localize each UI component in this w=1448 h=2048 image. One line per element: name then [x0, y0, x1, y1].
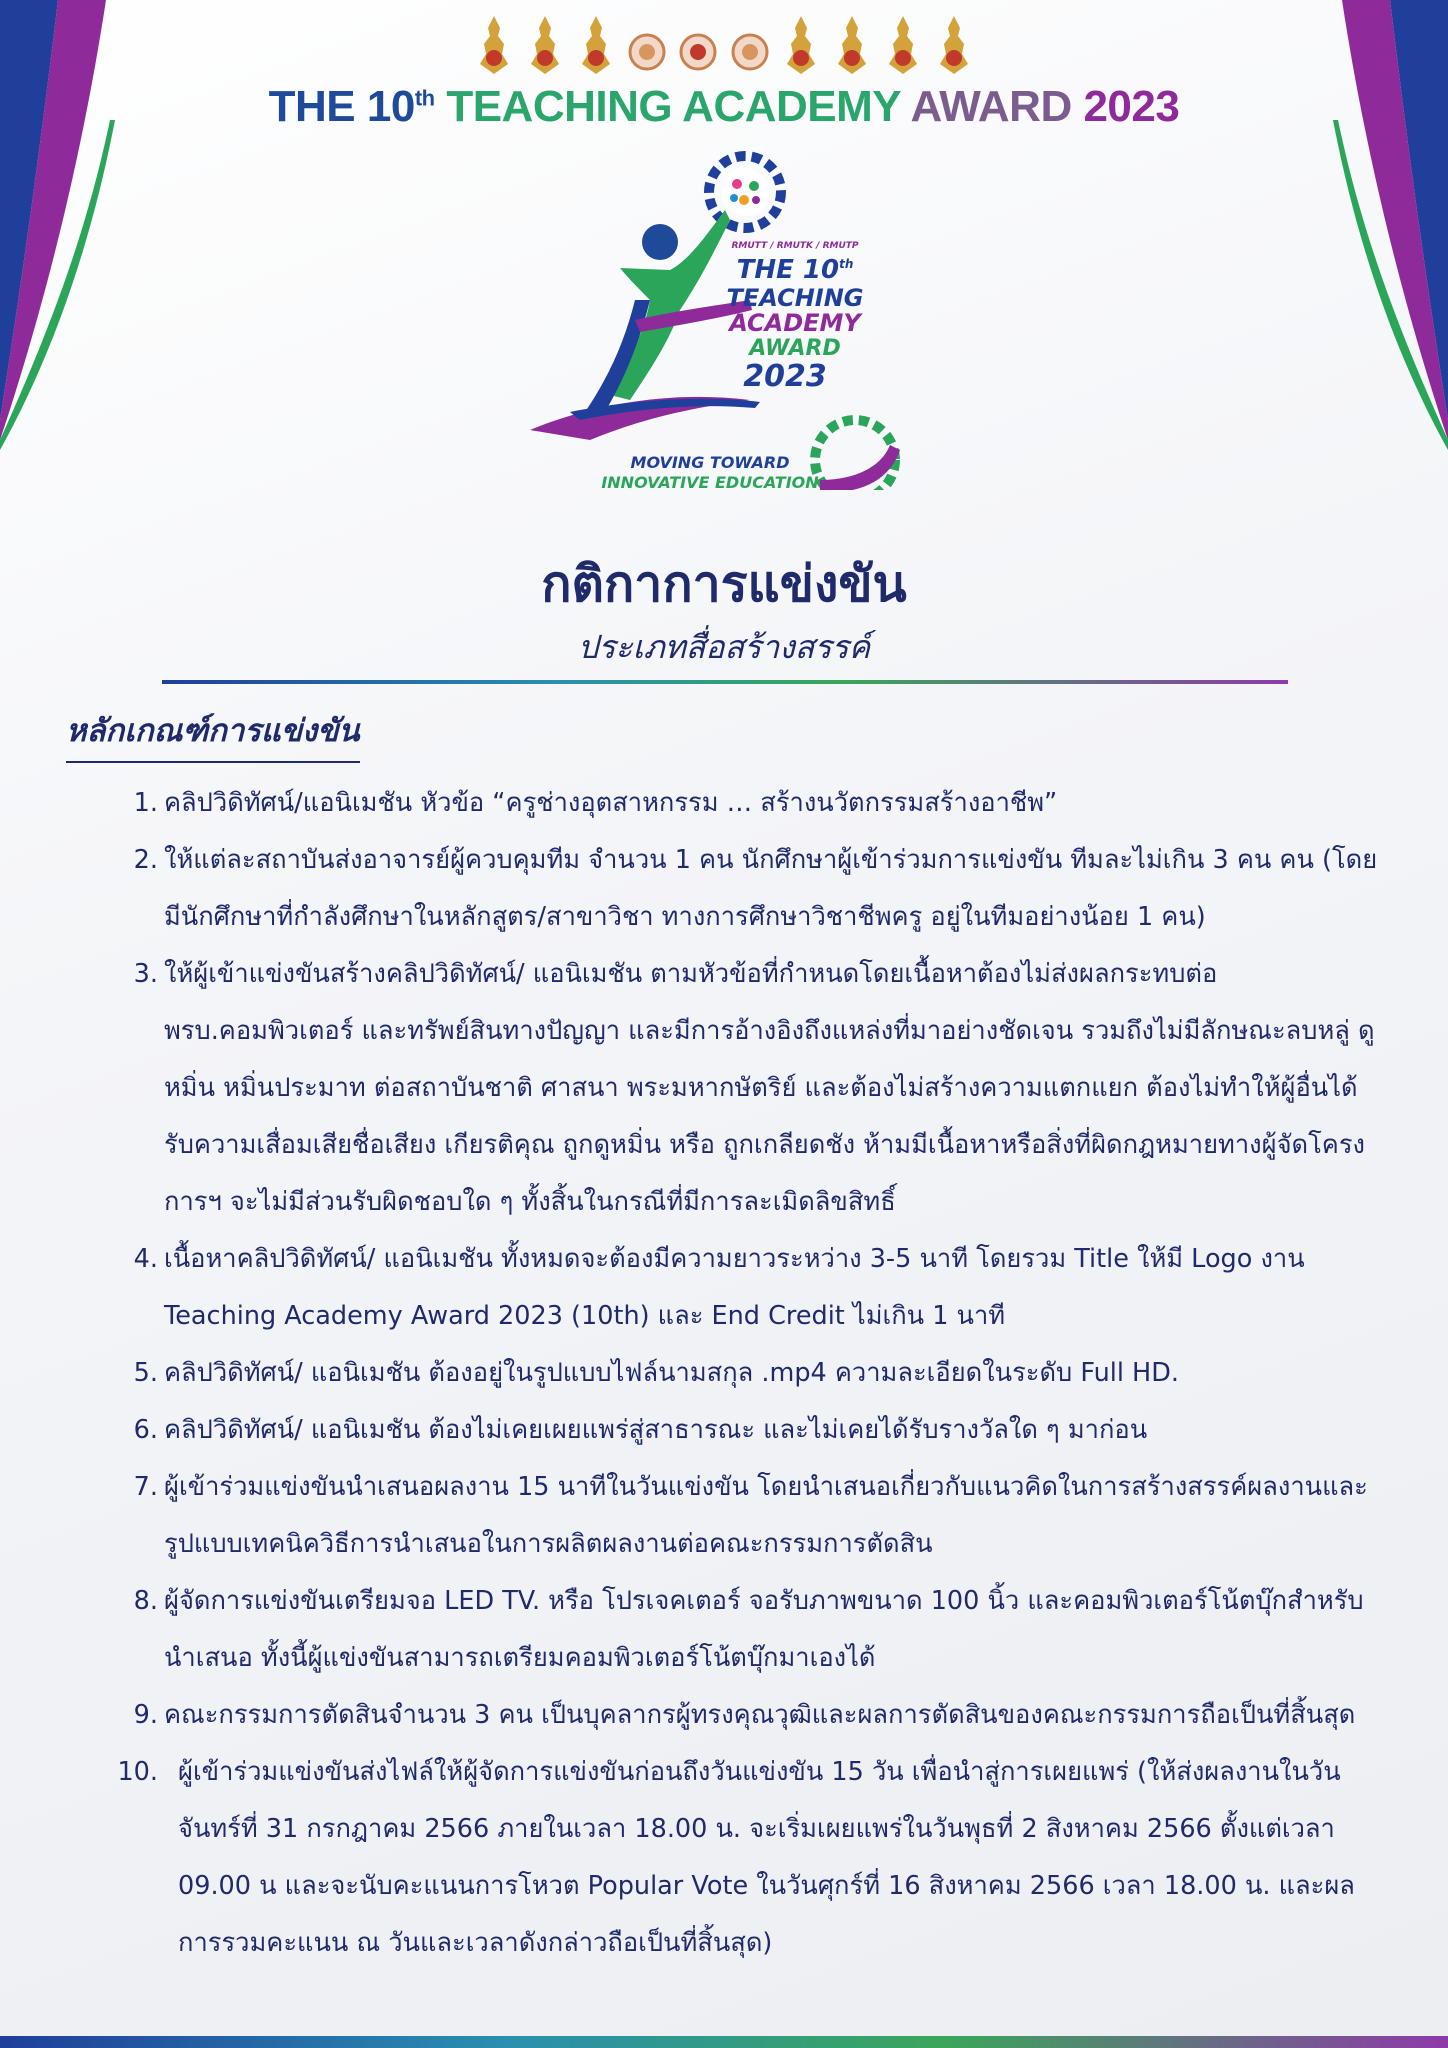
university-seal-icon — [832, 14, 872, 76]
rules-list — [118, 775, 1378, 1972]
rule-item — [118, 775, 1378, 832]
university-seal-icon — [525, 14, 565, 76]
round-seal-icon — [678, 14, 718, 76]
section-title: หลักเกณฑ์การแข่งขัน — [66, 705, 360, 763]
page-subheading: ประเภทสื่อสร้างสรรค์ — [577, 628, 871, 666]
rule-text: ผู้เข้าร่วมแข่งขันนำเสนอผลงาน 15 นาทีในวันแข่งขัน โดยนำเสนอเกี่ยวกับแนวคิดในการสร้างสรรค์ผลงานและรูปแบบเทคนิควิธีการนำเสนอในการผลิตผลงานต่อคณะกรรมการตัดสิน — [164, 1472, 1368, 1559]
rule-number: 6. — [133, 1415, 158, 1445]
rule-item — [118, 1459, 1378, 1573]
bottom-gradient-bar — [0, 2036, 1448, 2048]
rule-text: คลิปวิดิทัศน์/แอนิเมชัน หัวข้อ “ครูช่างอุตสาหกรรม … สร้างนวัตกรรมสร้างอาชีพ” — [164, 788, 1058, 818]
rule-text: คลิปวิดิทัศน์/ แอนิเมชัน ต้องไม่เคยเผยแพร่สู่สาธารณะ และไม่เคยได้รับรางวัลใด ๆ มาก่อน — [164, 1415, 1148, 1445]
logo-tagline1: MOVING TOWARD — [630, 453, 790, 472]
rule-number: 8. — [133, 1586, 158, 1616]
rule-text: เนื้อหาคลิปวิดิทัศน์/ แอนิเมชัน ทั้งหมดจะต้องมีความยาวระหว่าง 3-5 นาที โดยรวม Title ให้มี Logo งาน Teaching Academy Award 2023 (10th) และ End Credit ไม่เกิน 1 นาที — [164, 1244, 1305, 1331]
rule-text: คลิปวิดิทัศน์/ แอนิเมชัน ต้องอยู่ในรูปแบบไฟล์นามสกุล .mp4 ความละเอียดในระดับ Full HD. — [164, 1358, 1179, 1388]
round-seal-icon — [730, 14, 770, 76]
university-seal-icon — [474, 14, 514, 76]
university-seal-icon — [934, 14, 974, 76]
rule-text: ให้ผู้เข้าแข่งขันสร้างคลิปวิดิทัศน์/ แอนิเมชัน ตามหัวข้อที่กำหนดโดยเนื้อหาต้องไม่ส่งผลกระทบต่อ พรบ.คอมพิวเตอร์ และทรัพย์สินทางปัญญา และมีการอ้างอิงถึงแหล่งที่มาอย่างชัดเจน รวมถึงไม่มีลักษณะลบหลู่ ดูหมิ่น หมิ่นประมาท ต่อสถาบันชาติ ศาสนา พระมหากษัตริย์ และต้องไม่สร้างความแตกแยก ต้องไม่ทำให้ผู้อื่นได้รับความเสื่อมเสียชื่อเสียง เกียรติคุณ ถูกดูหมิ่น หรือ ถูกเกลียดชัง ห้ามมีเนื้อหาหรือสิ่งที่ผิดกฎหมายทางผู้จัดโครงการฯ จะไม่มีส่วนรับผิดชอบใด ๆ ทั้งสิ้นในกรณีที่มีการละเมิดลิขสิทธิ์ — [164, 959, 1375, 1217]
logo-orgs: RMUTT / RMUTK / RMUTP — [731, 241, 859, 251]
rule-number: 9. — [133, 1700, 158, 1730]
logo-line2: TEACHING — [726, 284, 864, 312]
rule-item — [118, 1402, 1378, 1459]
logo-line1-text: THE 10 — [736, 255, 840, 285]
round-seal-icon — [627, 14, 667, 76]
event-title-part2: TEACHING ACADEMY — [446, 82, 901, 131]
page-heading: กติกาการแข่งขัน — [541, 555, 907, 613]
rule-text: ผู้เข้าร่วมแข่งขันส่งไฟล์ให้ผู้จัดการแข่งขันก่อนถึงวันแข่งขัน 15 วัน เพื่อนำสู่การเผยแพร่ (ให้ส่งผลงานในวันจันทร์ที่ 31 กรกฎาคม 2566 ภายในเวลา 18.00 น. จะเริ่มเผยแพร่ในวันพุธที่ 2 สิงหาคม 2566 ตั้งแต่เวลา 09.00 น และจะนับคะแนนการโหวต Popular Vote ในวันศุกร์ที่ 16 สิงหาคม 2566 เวลา 18.00 น. และผลการรวมคะแนน ณ วันและเวลาดังกล่าวถือเป็นที่สิ้นสุด) — [178, 1757, 1355, 1958]
university-seal-icon — [576, 14, 616, 76]
rule-item — [118, 1345, 1378, 1402]
rule-item — [118, 1573, 1378, 1687]
rule-item — [118, 832, 1378, 946]
event-logo — [530, 150, 930, 490]
logo-line1-sup: th — [839, 257, 854, 271]
rule-number: 2. — [133, 845, 158, 875]
event-title-part3: AWARD — [910, 82, 1072, 131]
rule-number: 10. — [117, 1757, 158, 1787]
rule-number: 3. — [133, 959, 158, 989]
university-seals — [0, 14, 1448, 76]
rule-number: 1. — [133, 788, 158, 818]
university-seal-icon — [883, 14, 923, 76]
logo-line1 — [737, 255, 854, 285]
rule-item — [118, 1687, 1378, 1744]
person-figure-icon — [585, 210, 752, 420]
logo-line4: AWARD — [749, 336, 841, 361]
university-seal-icon — [781, 14, 821, 76]
event-title — [0, 82, 1448, 132]
rule-number: 5. — [133, 1358, 158, 1388]
rule-item — [118, 1744, 1378, 1972]
rule-number: 7. — [133, 1472, 158, 1502]
logo-line3: ACADEMY — [729, 309, 861, 337]
rule-item — [118, 1231, 1378, 1345]
rule-item — [118, 946, 1378, 1231]
event-title-part4: 2023 — [1083, 82, 1180, 131]
rule-text: ผู้จัดการแข่งขันเตรียมจอ LED TV. หรือ โปรเจคเตอร์ จอรับภาพขนาด 100 นิ้ว และคอมพิวเตอร์โน้ตบุ๊กสำหรับนำเสนอ ทั้งนี้ผู้แข่งขันสามารถเตรียมคอมพิวเตอร์โน้ตบุ๊กมาเองได้ — [164, 1586, 1364, 1673]
rule-text: ให้แต่ละสถาบันส่งอาจารย์ผู้ควบคุมทีม จำนวน 1 คน นักศึกษาผู้เข้าร่วมการแข่งขัน ทีมละไม่เกิน 3 คน คน (โดยมีนักศึกษาที่กำลังศึกษาในหลักสูตร/สาขาวิชา ทางการศึกษาวิชาชีพครู อยู่ในทีมอย่างน้อย 1 คน) — [164, 845, 1378, 932]
logo-line5: 2023 — [743, 359, 827, 394]
gradient-divider — [162, 680, 1288, 684]
event-title-sup: th — [414, 85, 435, 111]
logo-tagline2: INNOVATIVE EDUCATION — [601, 473, 819, 490]
rule-text: คณะกรรมการตัดสินจำนวน 3 คน เป็นบุคลากรผู้ทรงคุณวุฒิและผลการตัดสินของคณะกรรมการถือเป็นที่สิ้นสุด — [164, 1700, 1356, 1730]
rule-number: 4. — [133, 1244, 158, 1274]
event-title-part1: THE 10 — [268, 82, 415, 131]
